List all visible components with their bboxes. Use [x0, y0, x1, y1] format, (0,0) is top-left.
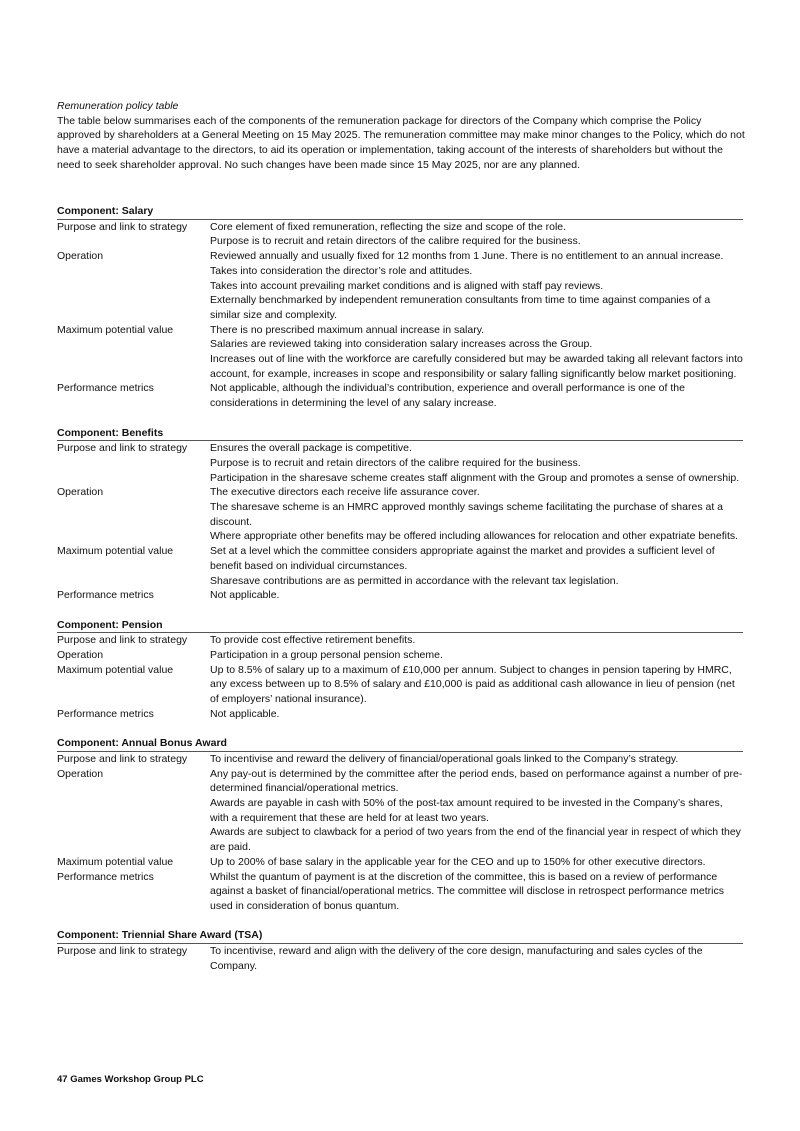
- row-content: [210, 588, 743, 603]
- component-heading: Component: Salary: [57, 204, 743, 220]
- content-line: To incentivise, reward and align with the delivery of the core design, manufacturing and sales cycles of the Company.: [210, 945, 703, 972]
- row-content: [210, 648, 743, 663]
- content-line: To incentivise and reward the delivery of financial/operational goals linked to the Company’s strategy.: [210, 752, 679, 765]
- content-line: Not applicable.: [210, 707, 280, 720]
- row-content: [210, 249, 743, 323]
- content-line: Up to 8.5% of salary up to a maximum of £10,000 per annum. Subject to changes in pension tapering by HMRC, any excess between up to 8.5% of salary and £10,000 is paid as additional cash allowance in lieu of pension (net of employers’ national insurance).: [210, 663, 735, 706]
- row-content: [210, 752, 743, 767]
- row-content: [210, 944, 743, 973]
- row-label: Purpose and link to strategy: [57, 945, 188, 958]
- policy-row: [57, 855, 743, 870]
- row-label: Performance metrics: [57, 870, 154, 883]
- policy-row: [57, 870, 743, 914]
- row-label: Performance metrics: [57, 589, 154, 602]
- row-label: Maximum potential value: [57, 545, 174, 558]
- page-footer: 47 Games Workshop Group PLC: [57, 1074, 204, 1085]
- row-content: [210, 855, 743, 870]
- policy-row: [57, 323, 743, 382]
- row-label: Operation: [57, 486, 104, 499]
- policy-row: [57, 944, 743, 973]
- row-content: [210, 544, 743, 588]
- content-line: The executive directors each receive life assurance cover.: [210, 486, 480, 499]
- row-content: [210, 441, 743, 485]
- component-heading: Component: Benefits: [57, 426, 743, 442]
- row-content: [210, 381, 743, 410]
- row-content: [210, 220, 743, 249]
- content-line: Increases out of line with the workforce are carefully considered but may be awarded taking all relevant factors into account, for example, increases in scope and responsibility or salary falling significantly below market positioning.: [210, 353, 743, 380]
- row-label: Purpose and link to strategy: [57, 220, 188, 233]
- content-line: Takes into account prevailing market conditions and is aligned with staff pay reviews.: [210, 279, 604, 292]
- content-line: Awards are subject to clawback for a period of two years from the end of the financial year in respect of which they are paid.: [210, 826, 741, 854]
- row-content: [210, 663, 743, 707]
- policy-row: [57, 767, 743, 855]
- row-content: [210, 633, 743, 648]
- remuneration-policy-table: [57, 204, 743, 988]
- row-content: [210, 707, 743, 722]
- content-line: Up to 200% of base salary in the applicable year for the CEO and up to 150% for other executive directors.: [210, 855, 706, 868]
- row-label: Operation: [57, 767, 104, 780]
- content-line: Whilst the quantum of payment is at the discretion of the committee, this is based on a review of performance against a basket of financial/operational metrics. The committee will disclose in retrospect performance metrics used in consideration of bonus quantum.: [210, 870, 724, 912]
- row-label: Maximum potential value: [57, 323, 174, 336]
- row-label: Purpose and link to strategy: [57, 442, 188, 455]
- policy-row: [57, 588, 743, 603]
- row-label: Maximum potential value: [57, 855, 174, 868]
- content-line: Core element of fixed remuneration, reflecting the size and scope of the role.: [210, 220, 567, 233]
- content-line: Purpose is to recruit and retain directors of the calibre required for the business.: [210, 235, 581, 248]
- content-line: Where appropriate other benefits may be offered including allowances for relocation and other expatriate benefits.: [210, 530, 739, 543]
- row-content: [210, 485, 743, 544]
- content-line: Not applicable, although the individual’s contribution, experience and overall performance is one of the considerations in determining the level of any salary increase.: [210, 382, 685, 410]
- content-line: Participation in a group personal pension scheme.: [210, 649, 443, 662]
- intro-paragraph: The table below summarises each of the components of the remuneration package for directors of the Company which comprise the Policy approved by shareholders at a General Meeting on 15 May 2025. The remuneration committee may make minor changes to the Policy, which do not have a material advantage to the directors, to aid its operation or implementation, taking account of the interests of shareholders but without the need to seek shareholder approval. No such changes have been made since 15 May 2025, nor are any planned.: [57, 114, 745, 171]
- component-section: [57, 618, 743, 722]
- row-content: [210, 870, 743, 914]
- content-line: Purpose is to recruit and retain directors of the calibre required for the business.: [210, 456, 581, 469]
- component-heading: Component: Triennial Share Award (TSA): [57, 928, 743, 944]
- row-label: Purpose and link to strategy: [57, 634, 188, 647]
- policy-row: [57, 752, 743, 767]
- content-line: Salaries are reviewed taking into consideration salary increases across the Group.: [210, 338, 593, 351]
- policy-row: [57, 220, 743, 249]
- policy-row: [57, 663, 743, 707]
- policy-row: [57, 633, 743, 648]
- row-label: Performance metrics: [57, 382, 154, 395]
- policy-row: [57, 485, 743, 544]
- row-label: Maximum potential value: [57, 663, 174, 676]
- policy-row: [57, 544, 743, 588]
- content-line: Any pay-out is determined by the committee after the period ends, based on performance against a number of pre-determined financial/operational metrics.: [210, 767, 743, 795]
- component-section: [57, 426, 743, 603]
- content-line: There is no prescribed maximum annual increase in salary.: [210, 323, 485, 336]
- policy-row: [57, 249, 743, 323]
- row-label: Operation: [57, 649, 104, 662]
- row-label: Purpose and link to strategy: [57, 752, 188, 765]
- policy-row: [57, 648, 743, 663]
- policy-row: [57, 441, 743, 485]
- component-section: [57, 204, 743, 411]
- content-line: Takes into consideration the director’s role and attitudes.: [210, 264, 473, 277]
- section-title: Remuneration policy table: [57, 100, 179, 112]
- policy-row: [57, 381, 743, 410]
- content-line: Set at a level which the committee considers appropriate against the market and provides a sufficient level of benefit based on individual circumstances.: [210, 545, 715, 572]
- policy-row: [57, 707, 743, 722]
- content-line: Not applicable.: [210, 589, 280, 602]
- intro-section: [57, 99, 747, 173]
- content-line: Awards are payable in cash with 50% of the post-tax amount required to be invested in the Company’s shares, with a requirement that these are held for at least two years.: [210, 797, 723, 824]
- row-label: Operation: [57, 250, 104, 263]
- component-section: [57, 736, 743, 913]
- component-heading: Component: Pension: [57, 618, 743, 634]
- content-line: Externally benchmarked by independent remuneration consultants from time to time against companies of a similar size and complexity.: [210, 294, 711, 321]
- content-line: The sharesave scheme is an HMRC approved monthly savings scheme facilitating the purchase of shares at a discount.: [210, 501, 724, 528]
- content-line: To provide cost effective retirement benefits.: [210, 634, 416, 647]
- component-heading: Component: Annual Bonus Award: [57, 736, 743, 752]
- content-line: Participation in the sharesave scheme creates staff alignment with the Group and promotes a sense of ownership.: [210, 471, 740, 484]
- content-line: Reviewed annually and usually fixed for 12 months from 1 June. There is no entitlement to an annual increase.: [210, 250, 724, 263]
- row-label: Performance metrics: [57, 707, 154, 720]
- content-line: Ensures the overall package is competitive.: [210, 442, 412, 455]
- row-content: [210, 323, 743, 382]
- row-content: [210, 767, 743, 855]
- component-section: [57, 928, 743, 973]
- content-line: Sharesave contributions are as permitted in accordance with the relevant tax legislation.: [210, 574, 619, 587]
